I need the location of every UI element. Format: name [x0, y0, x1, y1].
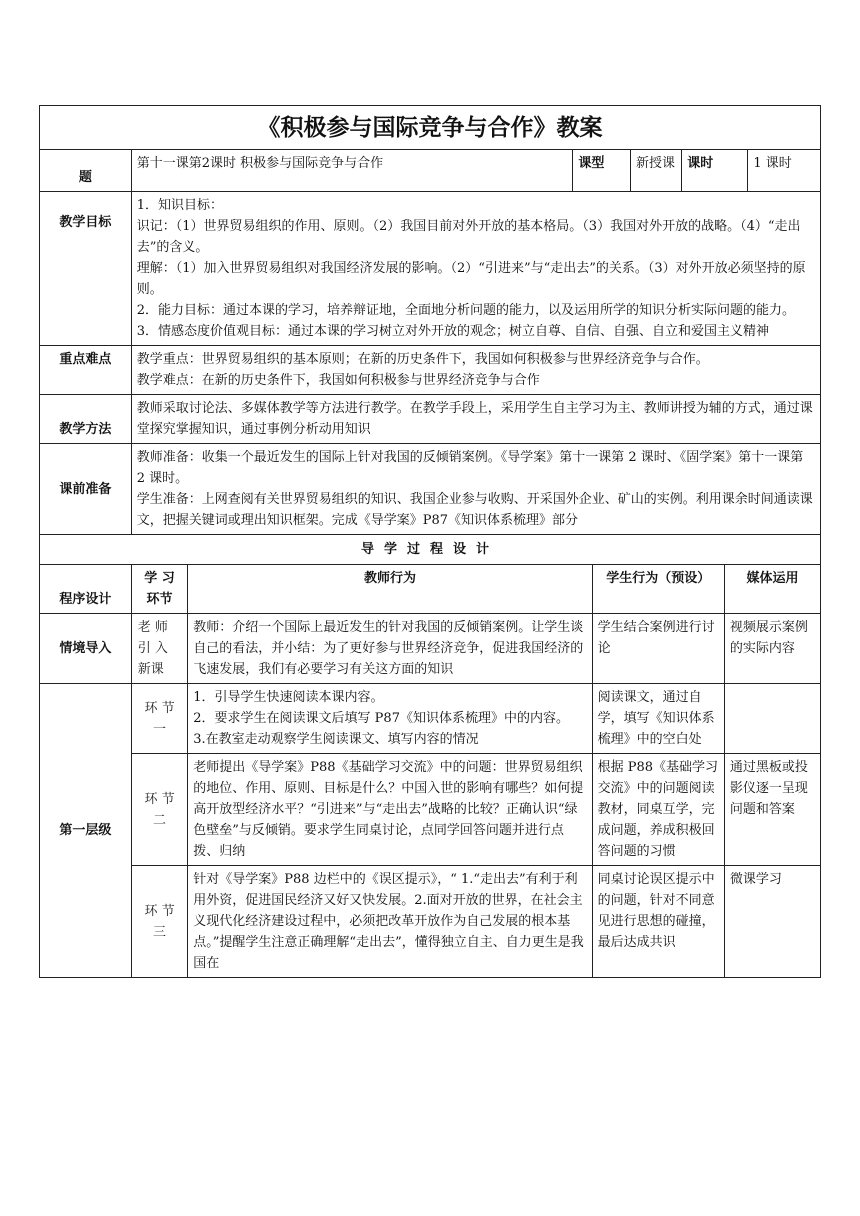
step-one-teacher: [188, 684, 592, 754]
step-two-student: 根据 P88《基础学习交流》中的问题阅读教材，同桌互学，完成问题，养成积极回答问题的习惯: [592, 754, 724, 866]
key-points-content: [131, 346, 820, 395]
column-header-teacher: 教师行为: [188, 565, 592, 614]
objectives-line: 2．能力目标：通过本课的学习，培养辩证地，全面地分析问题的能力，以及运用所学的知识分析实际问题的能力。: [136, 303, 796, 318]
lesson-plan-table: [39, 105, 821, 978]
lesson-plan-page: [39, 105, 821, 978]
objectives-content: [131, 192, 820, 346]
column-header-media: 媒体运用: [724, 565, 820, 614]
step-one-teacher-line: 1．引导学生快速阅读本课内容。: [193, 690, 384, 705]
step-one-teacher-line: 3.在教室走动观察学生阅读课文、填写内容的情况: [193, 732, 479, 747]
preparation-line: 学生准备：上网查阅有关世界贸易组织的知识、我国企业参与收购、开采国外企业、矿山的实例。利用课余时间通读课文，把握关键词或理出知识框架。完成《导学案》P87《知识体系梳理》部分: [136, 492, 813, 528]
step-two-label: 环 节 二: [131, 754, 188, 866]
preparation-content: [131, 444, 820, 535]
key-point-line: 教学重点：世界贸易组织的基本原则；在新的历史条件下，我国如何积极参与世界经济竞争与合作。: [136, 352, 709, 367]
preparation-line: 教师准备：收集一个最近发生的国际上针对我国的反倾销案例。《导学案》第十一课第 2 课时、《固学案》第十一课第 2 课时。: [136, 450, 804, 486]
intro-program-label: 情境导入: [40, 614, 132, 684]
objectives-line: 1．知识目标：: [136, 198, 224, 213]
step-one-label: 环 节 一: [131, 684, 188, 754]
column-header-step: 学 习 环节: [131, 565, 188, 614]
objectives-line: 3．情感态度价值观目标：通过本课的学习树立对外开放的观念；树立自尊、自信、自强、自立和爱国主义精神: [136, 324, 770, 339]
preparation-label: 课前准备: [40, 444, 132, 535]
objectives-label: 教学目标: [40, 192, 132, 346]
topic-value: 第十一课第2课时 积极参与国际竞争与合作: [131, 150, 573, 192]
step-two-teacher: 老师提出《导学案》P88《基础学习交流》中的问题：世界贸易组织的地位、作用、原则、目标是什么？中国入世的影响有哪些？如何提高开放型经济水平？“引进来”与“走出去”战略的比较？正确认识“绿色壁垒”与反倾销。要求学生同桌讨论，点同学回答问题并进行点拨、归纳: [188, 754, 592, 866]
step-one-teacher-line: 2．要求学生在阅读课文后填写 P87《知识体系梳理》中的内容。: [193, 711, 569, 726]
intro-step: 老 师 引 入 新课: [131, 614, 188, 684]
column-header-student: 学生行为（预设）: [592, 565, 724, 614]
step-three-media: 微课学习: [724, 866, 820, 978]
intro-media: 视频展示案例的实际内容: [724, 614, 820, 684]
step-two-media: 通过黑板或投影仪逐一呈现问题和答案: [724, 754, 820, 866]
process-section-title: 导学过程设计: [40, 535, 821, 565]
step-one-student: 阅读课文，通过自学，填写《知识体系梳理》中的空白处: [592, 684, 724, 754]
level-one-label: 第一层级: [40, 684, 132, 978]
step-three-student: 同桌讨论误区提示中的问题，针对不同意见进行思想的碰撞，最后达成共识: [592, 866, 724, 978]
column-header-program: 程序设计: [40, 565, 132, 614]
objectives-line: 识记：（1）世界贸易组织的作用、原则。（2）我国目前对外开放的基本格局。（3）我国对外开放的战略。（4）“走出去”的含义。: [136, 219, 801, 255]
step-one-media: [724, 684, 820, 754]
topic-label: 题: [40, 150, 132, 192]
lesson-period-label: 课时: [682, 150, 748, 192]
methods-label: 教学方法: [40, 395, 132, 444]
page-title: 《积极参与国际竞争与合作》教案: [40, 106, 821, 150]
objectives-line: 理解：（1）加入世界贸易组织对我国经济发展的影响。（2）“引进来”与“走出去”的关系。（3）对外开放必须坚持的原则。: [136, 261, 806, 297]
lesson-period-value: 1 课时: [748, 150, 821, 192]
step-three-label: 环 节 三: [131, 866, 188, 978]
lesson-type-value: 新授课: [631, 150, 682, 192]
key-point-line: 教学难点：在新的历史条件下，我国如何积极参与世界经济竞争与合作: [136, 373, 540, 388]
key-points-label: 重点难点: [40, 346, 132, 395]
intro-teacher: 教师：介绍一个国际上最近发生的针对我国的反倾销案例。让学生谈自己的看法，并小结：为了更好参与世界经济竞争，促进我国经济的飞速发展，我们有必要学习有关这方面的知识: [188, 614, 592, 684]
methods-content: 教师采取讨论法、多媒体教学等方法进行教学。在教学手段上，采用学生自主学习为主、教师讲授为辅的方式，通过课堂探究掌握知识，通过事例分析动用知识: [131, 395, 820, 444]
lesson-type-label: 课型: [573, 150, 631, 192]
intro-student: 学生结合案例进行讨论: [592, 614, 724, 684]
step-three-teacher: 针对《导学案》P88 边栏中的《误区提示》，“ 1.“走出去”有利于利用外资，促进国民经济又好又快发展。2.面对开放的世界，在社会主义现代化经济建设过程中，必须把改革开放作为自己发展的根本基点。”提醒学生注意正确理解“走出去”，懂得独立自主、自力更生是我国在: [188, 866, 592, 978]
